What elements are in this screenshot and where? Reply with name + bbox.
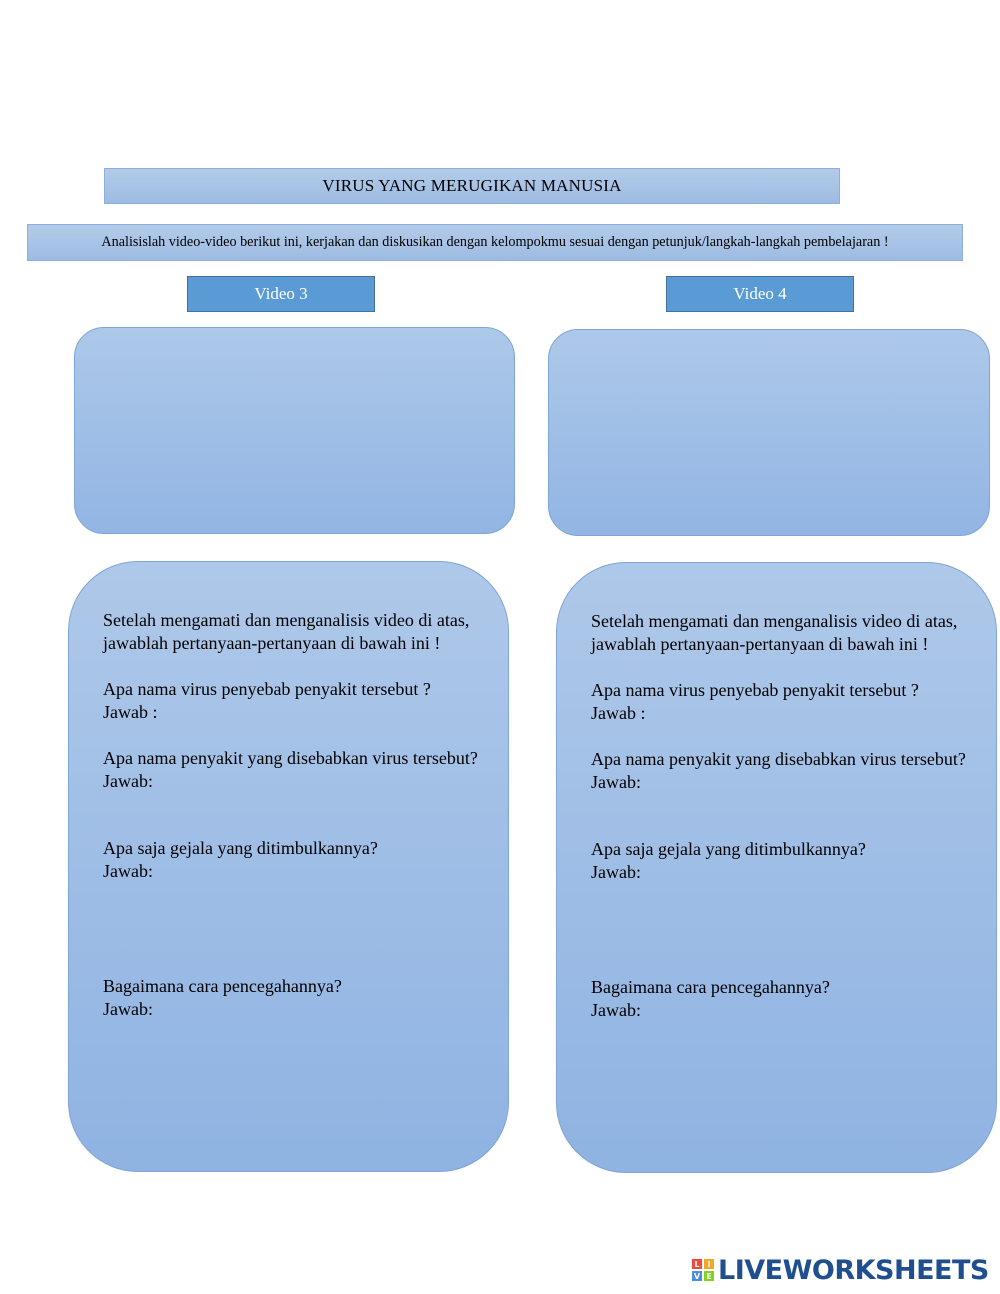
question-card-video-4 bbox=[556, 562, 997, 1173]
worksheet-title: VIRUS YANG MERUGIKAN MANUSIA bbox=[104, 168, 840, 204]
question-disease-name: Apa nama penyakit yang disebabkan virus tersebut? bbox=[103, 748, 478, 768]
video-4-label: Video 4 bbox=[666, 276, 854, 312]
answer-label: Jawab : bbox=[591, 703, 646, 723]
question-symptoms: Apa saja gejala yang ditimbulkannya? bbox=[591, 839, 866, 859]
question-prevention: Bagaimana cara pencegahannya? bbox=[103, 976, 342, 996]
instruction-banner: Analisislah video-video berikut ini, kerjakan dan diskusikan dengan kelompokmu sesuai dengan petunjuk/langkah-langkah pembelajaran ! bbox=[27, 224, 963, 261]
logo-mark-cell: V bbox=[693, 1271, 701, 1281]
answer-label: Jawab: bbox=[103, 999, 153, 1019]
logo-mark-cell: L bbox=[692, 1259, 702, 1269]
logo-mark-cell: I bbox=[704, 1259, 714, 1269]
logo-text: LIVEWORKSHEETS bbox=[718, 1254, 989, 1286]
video-4-player[interactable] bbox=[548, 329, 990, 536]
answer-label: Jawab: bbox=[591, 1000, 641, 1020]
logo-mark-icon bbox=[692, 1259, 714, 1281]
answer-label: Jawab : bbox=[103, 702, 158, 722]
question-prevention: Bagaimana cara pencegahannya? bbox=[591, 977, 830, 997]
answer-label: Jawab: bbox=[103, 861, 153, 881]
logo-mark-cell: E bbox=[704, 1271, 714, 1281]
video-3-player[interactable] bbox=[74, 327, 515, 534]
card-intro: Setelah mengamati dan menganalisis video di atas, jawablah pertanyaan-pertanyaan di bawah ini ! bbox=[103, 610, 470, 653]
question-disease-name: Apa nama penyakit yang disebabkan virus tersebut? bbox=[591, 749, 966, 769]
question-virus-name: Apa nama virus penyebab penyakit tersebut ? bbox=[103, 679, 431, 699]
answer-label: Jawab: bbox=[591, 862, 641, 882]
question-card-video-3 bbox=[68, 561, 509, 1172]
answer-label: Jawab: bbox=[591, 772, 641, 792]
liveworksheets-logo bbox=[692, 1254, 989, 1286]
card-intro: Setelah mengamati dan menganalisis video di atas, jawablah pertanyaan-pertanyaan di bawah ini ! bbox=[591, 611, 958, 654]
answer-label: Jawab: bbox=[103, 771, 153, 791]
video-3-label: Video 3 bbox=[187, 276, 375, 312]
question-virus-name: Apa nama virus penyebab penyakit tersebut ? bbox=[591, 680, 919, 700]
question-symptoms: Apa saja gejala yang ditimbulkannya? bbox=[103, 838, 378, 858]
